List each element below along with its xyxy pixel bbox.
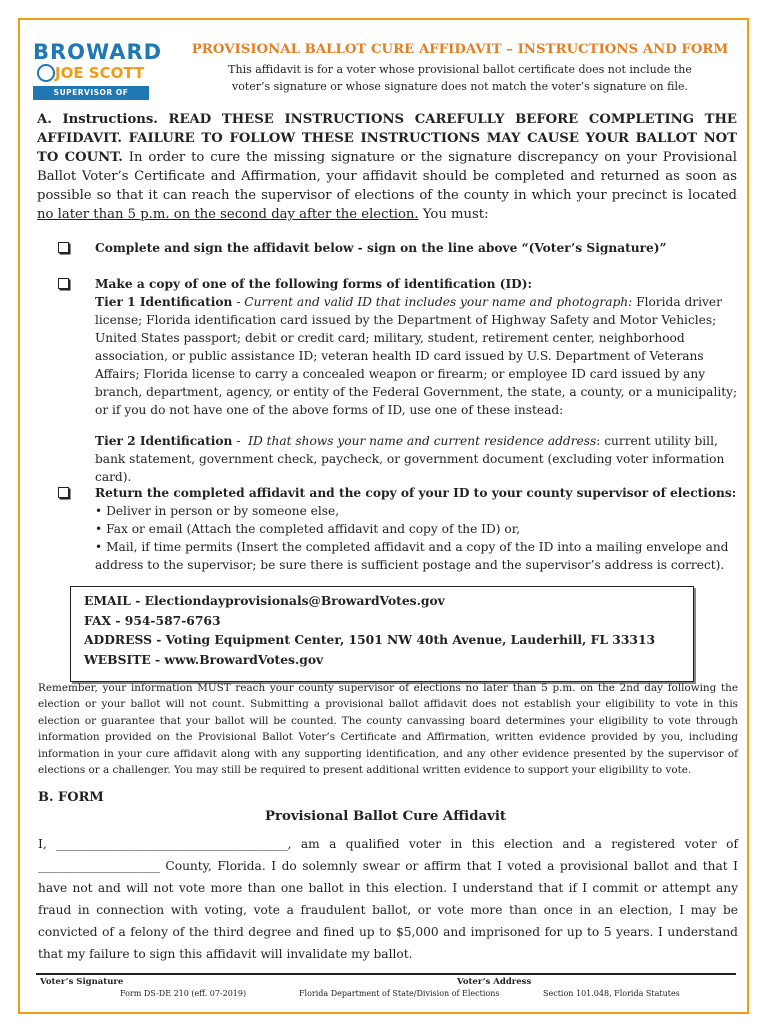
document-title: PROVISIONAL BALLOT CURE AFFIDAVIT – INSTRUCTIONS AND FORM [191, 42, 729, 57]
sun-wave-icon [37, 64, 55, 82]
document-subtitle: This affidavit is for a voter whose provisional ballot certificate does not include the voter’s signature or whose signature does not match the voter’s signature on file. [228, 63, 692, 93]
tier2-description: ID that shows your name and current residence address [248, 434, 597, 448]
contact-email: EMAIL - Electiondayprovisionals@BrowardVotes.gov [84, 593, 445, 608]
logo-joe-scott-text: JOE SCOTT [55, 64, 145, 82]
bullet-deliver: • Deliver in person or by someone else, [95, 504, 340, 518]
remember-paragraph: Remember, your information MUST reach your county supervisor of elections no later than 5 p.m. on the 2nd day following the election or your ballot will not count. Submitting a provisional ballot affidavit does not establish your eligibility to vote in this election or guarantee that your ballot will be counted. The county canvassing board determines your eligibility to vote through information provided on the Provisional Ballot Voter’s Certificate and Affirmation, written evidence provided by you, including information in your cure affidavit along with any supporting identification, and any other evidence presented by the supervisor of elections or a challenger. You may still be required to present additional written evidence to support your eligibility to vote. [38, 682, 738, 777]
checklist-item-return-title: Return the completed affidavit and the copy of your ID to your county supervisor of elections: [95, 486, 737, 500]
checkbox-return-affidavit[interactable] [58, 487, 69, 498]
footer-statute: Section 101.048, Florida Statutes [543, 989, 680, 998]
contact-website: WEBSITE - www.BrowardVotes.gov [84, 651, 324, 667]
deadline-text: no later than 5 p.m. on the second day after the election. [37, 207, 419, 222]
checklist-item-sign [95, 239, 735, 257]
tier2-label: Tier 2 Identification [95, 434, 233, 448]
or-alternative-text: or if you do not have one of the above forms of ID, use one of these instead: [95, 403, 564, 417]
checklist-item-sign-text: Complete and sign the affidavit below - sign on the line above “(Voter’s Signature)” [95, 241, 667, 255]
contact-address: ADDRESS - Voting Equipment Center, 1501 NW 40th Avenue, Lauderhill, FL 33313 [84, 632, 656, 647]
checkbox-sign-affidavit[interactable] [58, 242, 69, 253]
tier2-list: : current utility bill, bank statement, government check, paycheck, or government document (excluding voter information card). [95, 434, 725, 484]
section-a-instructions [37, 110, 737, 224]
voter-address-label: Voter’s Address [457, 977, 532, 987]
checkbox-copy-id[interactable] [58, 278, 69, 289]
checklist-item-id: Make a copy of one of the following forms of identification (ID): Tier 1 Identification - Current and valid ID that includes your name and photograph: Florida driver license; Florida identification card issued by the Department of Highway Safety and Motor Vehicles; United States passport; debit or credit card; military, student, retirement center, neighborhood association, or public assistance ID; veteran health ID card issued by U.S. Department of Veterans Affairs; Florida license to carry a concealed weapon or firearm; or employee ID card issued by any branch, department, agency, or entity of the Federal Government, the state, a county, or a municipality; or if you do not have one of the above forms of ID, use one of these instead: [95, 277, 738, 417]
tier1-list: Florida driver license; Florida identification card issued by the Department of Highway Safety and Motor Vehicles; United States passport; debit or credit card; military, student, retirement center, neighborhood association, or public assistance ID; veteran health ID card issued by U.S. Department of Veterans Affairs; Florida license to carry a concealed weapon or firearm; or employee ID card issued by any branch, department, agency, or entity of the Federal Government, the state, a county, or a municipality; [95, 295, 738, 399]
section-b-heading: B. FORM [38, 790, 104, 805]
voter-signature-label: Voter’s Signature [40, 977, 124, 987]
footer-department: Florida Department of State/Division of Elections [299, 989, 500, 998]
section-a-heading: A. Instructions. READ THESE INSTRUCTIONS CAREFULLY BEFORE COMPLETING THE AFFIDAVIT. FAILURE TO FOLLOW THESE INSTRUCTIONS MAY CAUSE YOUR BALLOT NOT TO COUNT. [37, 112, 737, 165]
tier2-block: Tier 2 Identification - ID that shows your name and current residence address: current utility bill, bank statement, government check, paycheck, or government document (excluding voter information card). [95, 434, 725, 484]
contact-box [70, 586, 694, 682]
broward-logo [33, 40, 175, 112]
checklist-item-id-title: Make a copy of one of the following forms of identification (ID): [95, 277, 532, 291]
affidavit-text: I, ______________________________________, am a qualified voter in this election and a registered voter of ____________________ County, Florida. I do solemnly swear or affirm that I voted a provisional ballot and that I have not and will not vote more than one ballot in this election. I understand that if I commit or attempt any fraud in connection with voting, vote a fraudulent ballot, or vote more than once in an election, I may be convicted of a felony of the third degree and fined up to $5,000 and imprisoned for up to 5 years. I understand that my failure to sign this affidavit will invalidate my ballot. [38, 837, 738, 961]
logo-broward-text: BROWARD [33, 40, 163, 64]
tier1-description: Current and valid ID that includes your name and photograph: [244, 295, 633, 309]
bullet-mail: • Mail, if time permits (Insert the completed affidavit and a copy of the ID into a mailing envelope and address to the supervisor; be sure there is sufficient postage and the supervisor’s address is correct). [95, 540, 729, 572]
checklist-item-return [95, 484, 740, 574]
bullet-fax-email: • Fax or email (Attach the completed affidavit and copy of the ID) or, [95, 522, 521, 536]
contact-fax: FAX - 954-587-6763 [84, 612, 221, 628]
footer-form-id: Form DS-DE 210 (eff. 07-2019) [120, 989, 247, 998]
section-a-must: You must: [418, 207, 489, 222]
form-title: Provisional Ballot Cure Affidavit [264, 809, 507, 824]
logo-tagline: SUPERVISOR OF ELECTIONS [33, 86, 149, 100]
page-border [18, 18, 749, 1014]
signature-line[interactable] [36, 973, 736, 975]
section-a-body: In order to cure the missing signature or the signature discrepancy on your Provisional Ballot Voter’s Certificate and Affirmation, your affidavit should be completed and returned as soon as possible so that it can reach the supervisor of elections of the county in which your precinct is located [37, 150, 737, 203]
tier1-label: Tier 1 Identification [95, 295, 233, 309]
